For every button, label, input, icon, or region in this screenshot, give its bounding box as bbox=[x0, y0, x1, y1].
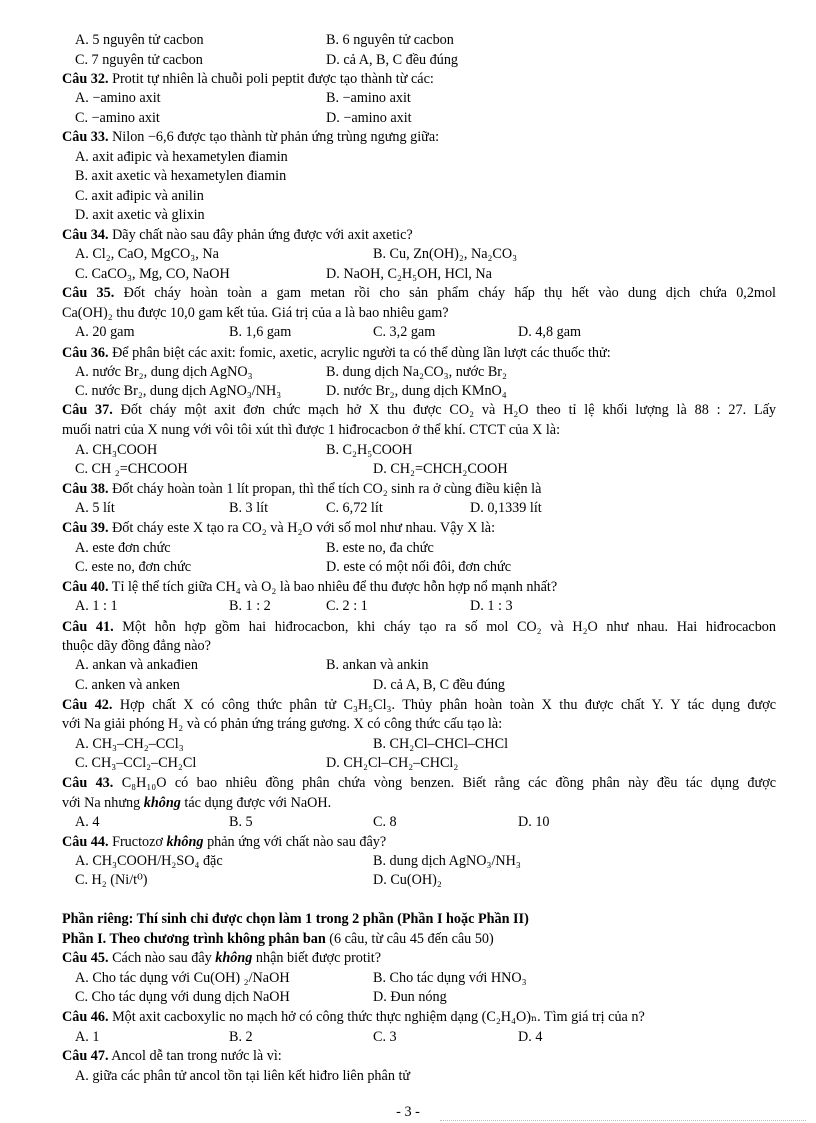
q46-option-c: C. 3 bbox=[373, 1029, 397, 1045]
q37-option-c: C. CH ₂=CHCOOH bbox=[75, 461, 188, 477]
q46-option-a: A. 1 bbox=[75, 1029, 100, 1045]
question-label: Câu 41. bbox=[62, 619, 114, 635]
footer-divider bbox=[440, 1120, 806, 1121]
q33-option-a: A. axit ađipic và hexametylen điamin bbox=[75, 149, 288, 165]
q38-option-a: A. 5 lít bbox=[75, 500, 115, 516]
q42-option-a: A. CH₃–CH₂–CCl₃ bbox=[75, 736, 184, 752]
q44-option-d: D. Cu(OH)₂ bbox=[373, 872, 442, 888]
q31-option-b: B. 6 nguyên tử cacbon bbox=[326, 32, 454, 48]
q43-option-d: D. 10 bbox=[518, 814, 550, 830]
q36-stem bbox=[62, 344, 611, 362]
q46-stem bbox=[62, 1008, 645, 1026]
q41-stem-line2: thuộc dãy đồng đẳng nào? bbox=[62, 638, 211, 654]
q35-option-d: D. 4,8 gam bbox=[518, 324, 582, 340]
q41-option-c: C. anken và anken bbox=[75, 677, 180, 693]
q42-option-b: B. CH₂Cl–CHCl–CHCl bbox=[373, 736, 509, 752]
question-text: Tỉ lệ thể tích giữa CH₄ và O₂ là bao nhiêu để thu được hỗn hợp nổ mạnh nhất? bbox=[108, 579, 558, 595]
q42-option-c: C. CH₃–CCl₂–CH₂Cl bbox=[75, 755, 197, 771]
question-label: Câu 37. bbox=[62, 402, 113, 418]
question-label: Câu 42. bbox=[62, 697, 113, 713]
q39-stem bbox=[62, 519, 495, 537]
question-label: Câu 32. bbox=[62, 71, 109, 87]
q32-option-b: B. −amino axit bbox=[326, 90, 411, 106]
q43-option-a: A. 4 bbox=[75, 814, 100, 830]
emphasis-text: không bbox=[215, 950, 253, 966]
q39-option-c: C. este no, đơn chức bbox=[75, 559, 192, 575]
q32-option-d: D. −amino axit bbox=[326, 110, 412, 126]
question-label: Câu 43. bbox=[62, 775, 114, 791]
q39-option-a: A. este đơn chức bbox=[75, 540, 171, 556]
q40-option-b: B. 1 : 2 bbox=[229, 598, 271, 614]
part1-note: (6 câu, từ câu 45 đến câu 50) bbox=[325, 931, 494, 947]
q37-option-d: D. CH₂=CHCH₂COOH bbox=[373, 461, 508, 477]
q36-option-d: D. nước Br₂, dung dịch KMnO₄ bbox=[326, 383, 507, 399]
q33-stem bbox=[62, 128, 439, 146]
question-label: Câu 46. bbox=[62, 1009, 109, 1025]
q45-stem bbox=[62, 949, 381, 967]
q43-stem-line2 bbox=[62, 794, 331, 812]
q31-option-d: D. cả A, B, C đều đúng bbox=[326, 52, 459, 68]
question-label: Câu 38. bbox=[62, 481, 109, 497]
q35-stem-line1 bbox=[62, 284, 776, 302]
q33-option-d: D. axit axetic và glixin bbox=[75, 207, 205, 223]
q32-option-a: A. −amino axit bbox=[75, 90, 161, 106]
q46-option-b: B. 2 bbox=[229, 1029, 253, 1045]
q46-option-d: D. 4 bbox=[518, 1029, 543, 1045]
q39-option-d: D. este có một nối đôi, đơn chức bbox=[326, 559, 512, 575]
question-text: Cách nào sau đây bbox=[108, 950, 216, 966]
q44-option-a: A. CH₃COOH/H₂SO₄ đặc bbox=[75, 853, 223, 869]
question-text: tác dụng được với NaOH. bbox=[180, 795, 332, 811]
question-label: Câu 45. bbox=[62, 950, 109, 966]
q43-option-c: C. 8 bbox=[373, 814, 397, 830]
question-label: Câu 34. bbox=[62, 227, 109, 243]
q37-option-a: A. CH₃COOH bbox=[75, 442, 158, 458]
part1-heading bbox=[62, 930, 494, 948]
question-text: Một hỗn hợp gồm hai hiđrocacbon, khi cháy tạo ra số mol CO₂ và H₂O như nhau. Hai hiđrocacbon bbox=[113, 619, 776, 635]
q33-option-c: C. axit ađipic và anilin bbox=[75, 188, 204, 204]
part1-title: Phần I. Theo chương trình không phân ban bbox=[62, 931, 326, 947]
q41-option-a: A. ankan và ankađien bbox=[75, 657, 198, 673]
emphasis-text: không bbox=[166, 834, 204, 850]
question-text: Nilon −6,6 được tạo thành từ phản ứng trùng ngưng giữa: bbox=[108, 129, 440, 145]
q34-stem bbox=[62, 226, 413, 244]
question-text: Dãy chất nào sau đây phản ứng được với axit axetic? bbox=[108, 227, 413, 243]
question-text: Đốt cháy hoàn toàn 1 lít propan, thì thể tích CO₂ sinh ra ở cùng điều kiện là bbox=[108, 481, 542, 497]
question-text: Fructozơ bbox=[108, 834, 167, 850]
q35-stem-line2: Ca(OH)₂ thu được 10,0 gam kết tủa. Giá trị của a là bao nhiêu gam? bbox=[62, 305, 449, 321]
question-text: nhận biết được protit? bbox=[252, 950, 382, 966]
q39-option-b: B. este no, đa chức bbox=[326, 540, 434, 556]
q43-stem-line1 bbox=[62, 774, 776, 792]
q34-option-c: C. CaCO₃, Mg, CO, NaOH bbox=[75, 266, 230, 282]
q33-option-b: B. axit axetic và hexametylen điamin bbox=[75, 168, 287, 184]
q47-stem bbox=[62, 1047, 282, 1065]
q34-option-d: D. NaOH, C₂H₅OH, HCl, Na bbox=[326, 266, 492, 282]
page-number: - 3 - bbox=[396, 1104, 420, 1120]
question-text: Đốt cháy một axit đơn chức mạch hở X thu được CO₂ và H₂O theo tỉ lệ khối lượng là 88 : 27. Lấy bbox=[112, 402, 776, 418]
q40-option-d: D. 1 : 3 bbox=[470, 598, 513, 614]
q45-option-b: B. Cho tác dụng với HNO₃ bbox=[373, 970, 527, 986]
question-label: Câu 35. bbox=[62, 285, 115, 301]
q38-option-b: B. 3 lít bbox=[229, 500, 269, 516]
q31-option-c: C. 7 nguyên tử cacbon bbox=[75, 52, 203, 68]
q42-stem-line2: với Na giải phóng H₂ và có phản ứng tráng gương. X có công thức cấu tạo là: bbox=[62, 716, 503, 732]
q32-stem bbox=[62, 70, 434, 88]
q42-stem-line1 bbox=[62, 696, 776, 714]
q36-option-b: B. dung dịch Na₂CO₃, nước Br₂ bbox=[326, 364, 507, 380]
q35-option-c: C. 3,2 gam bbox=[373, 324, 436, 340]
q42-option-d: D. CH₂Cl–CH₂–CHCl₂ bbox=[326, 755, 459, 771]
q37-stem-line2: muối natri của X nung với vôi tôi xút thì được 1 hiđrocacbon ở thể khí. CTCT của X là: bbox=[62, 422, 561, 438]
question-label: Câu 47. bbox=[62, 1048, 109, 1064]
q32-option-c: C. −amino axit bbox=[75, 110, 160, 126]
question-text: Một axit cacboxylic no mạch hở có công thức thực nghiệm dạng (C₂H₄O)ₙ. Tìm giá trị của n? bbox=[108, 1009, 645, 1025]
q44-stem bbox=[62, 833, 386, 851]
q43-option-b: B. 5 bbox=[229, 814, 253, 830]
q31-option-a: A. 5 nguyên tử cacbon bbox=[75, 32, 204, 48]
question-text: Ancol dễ tan trong nước là vì: bbox=[108, 1048, 282, 1064]
q36-option-c: C. nước Br₂, dung dịch AgNO₃/NH₃ bbox=[75, 383, 282, 399]
q44-option-b: B. dung dịch AgNO₃/NH₃ bbox=[373, 853, 521, 869]
question-text: Để phân biệt các axit: fomic, axetic, acrylic người ta có thể dùng lần lượt các thuốc thử: bbox=[108, 345, 611, 361]
question-label: Câu 40. bbox=[62, 579, 109, 595]
q47-option-a: A. giữa các phân tử ancol tồn tại liên kết hiđro liên phân tử bbox=[75, 1068, 411, 1084]
q45-option-d: D. Đun nóng bbox=[373, 989, 447, 1005]
q38-option-d: D. 0,1339 lít bbox=[470, 500, 542, 516]
question-text: C₈H₁₀O có bao nhiêu đồng phân chứa vòng benzen. Biết rằng các đồng phân này đều tác dụng được bbox=[113, 775, 776, 791]
q41-option-d: D. cả A, B, C đều đúng bbox=[373, 677, 506, 693]
q45-option-a: A. Cho tác dụng với Cu(OH) ₂/NaOH bbox=[75, 970, 290, 986]
question-text: phản ứng với chất nào sau đây? bbox=[203, 834, 387, 850]
q36-option-a: A. nước Br₂, dung dịch AgNO₃ bbox=[75, 364, 253, 380]
question-label: Câu 39. bbox=[62, 520, 109, 536]
q34-option-b: B. Cu, Zn(OH)₂, Na₂CO₃ bbox=[373, 246, 518, 262]
q40-option-a: A. 1 : 1 bbox=[75, 598, 118, 614]
q38-option-c: C. 6,72 lít bbox=[326, 500, 383, 516]
question-text: Hợp chất X có công thức phân tử C₃H₅Cl₃. Thủy phân hoàn toàn X thu được chất Y. Y tác dụng được bbox=[112, 697, 776, 713]
q34-option-a: A. Cl₂, CaO, MgCO₃, Na bbox=[75, 246, 219, 262]
section-heading: Phần riêng: Thí sinh chỉ được chọn làm 1 trong 2 phần (Phần I hoặc Phần II) bbox=[62, 911, 529, 927]
question-text: Đốt cháy este X tạo ra CO₂ và H₂O với số mol như nhau. Vậy X là: bbox=[108, 520, 496, 536]
q45-option-c: C. Cho tác dụng với dung dịch NaOH bbox=[75, 989, 290, 1005]
question-text: Đốt cháy hoàn toàn a gam metan rồi cho sản phẩm cháy hấp thụ hết vào dung dịch chứa 0,2mol bbox=[114, 285, 776, 301]
emphasis-text: không bbox=[143, 795, 181, 811]
q38-stem bbox=[62, 480, 541, 498]
q35-option-b: B. 1,6 gam bbox=[229, 324, 292, 340]
question-text: với Na nhưng bbox=[62, 795, 144, 811]
question-label: Câu 36. bbox=[62, 345, 109, 361]
q37-option-b: B. C₂H₅COOH bbox=[326, 442, 413, 458]
question-label: Câu 33. bbox=[62, 129, 109, 145]
q44-option-c: C. H₂ (Ni/t⁰) bbox=[75, 872, 148, 888]
q41-option-b: B. ankan và ankin bbox=[326, 657, 429, 673]
q41-stem-line1 bbox=[62, 618, 776, 636]
q37-stem-line1 bbox=[62, 401, 776, 419]
question-text: Protit tự nhiên là chuỗi poli peptit được tạo thành từ các: bbox=[108, 71, 434, 87]
question-label: Câu 44. bbox=[62, 834, 109, 850]
q35-option-a: A. 20 gam bbox=[75, 324, 135, 340]
q40-stem bbox=[62, 578, 557, 596]
q40-option-c: C. 2 : 1 bbox=[326, 598, 368, 614]
